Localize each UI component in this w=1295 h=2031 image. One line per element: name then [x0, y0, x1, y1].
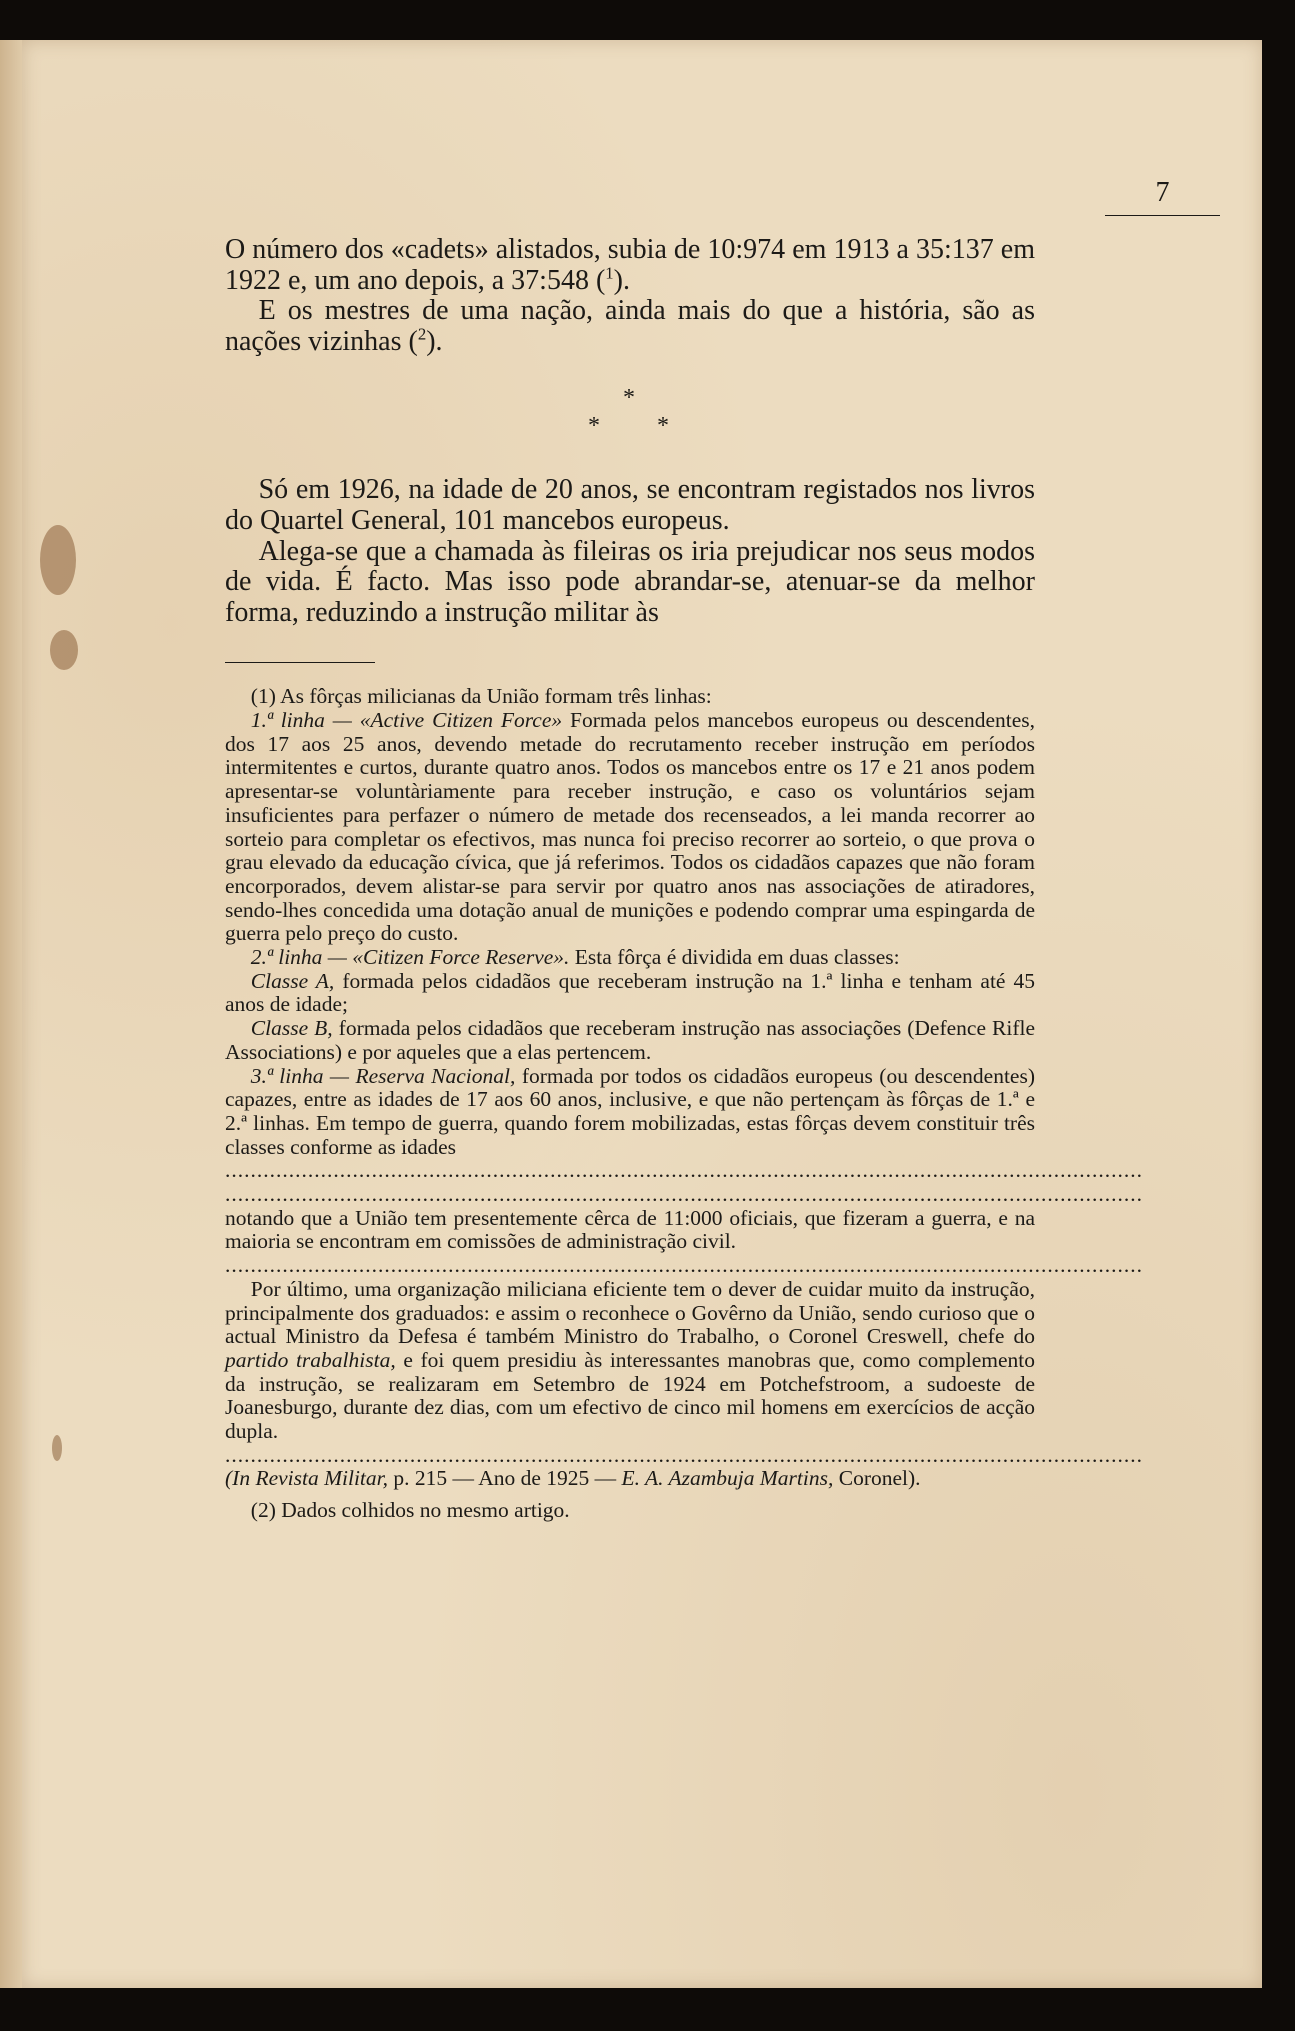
footnote-1-linha-3: 3.ª linha — Reserva Nacional, formada por todos os cidadãos europeus (ou descendentes) capazes, entre as idades de 17 aos 60 anos, inclusive, e que não pertençam às fôrças de 1.ª e 2.ª linhas. Em tempo de guerra, quando forem mobilizadas, estas fôrças devem constituir três classes conforme as idades [225, 1063, 1035, 1159]
page-number: 7 [1105, 177, 1220, 216]
footnote-1-linha-1: 1.ª linha — «Active Citizen Force» Formada pelos mancebos europeus ou descendentes, dos 17 aos 25 anos, devendo metade do recrutamento receber instrução em períodos intermitentes e curtos, durante quatro anos. Todos os mancebos entre os 17 e 21 anos podem apresentar-se voluntàriamente para receber instrução, e caso os voluntários sejam insuficientes para perfazer o número de metade dos recenseados, a lei manda recorrer ao sorteio para completar os efectivos, mas nunca foi preciso recorrer ao sorteio, o que prova o grau elevado da educação cívica, que já referimos. Todos os cidadãos capazes que não foram encorporados, devem alistar-se para servir por quatro anos nas associações de atiradores, sendo-lhes concedida uma dotação anual de munições e podendo comprar uma espingarda de guerra pelo preço do custo. [225, 708, 1035, 946]
footnote-2: (2) Dados colhidos no mesmo artigo. [250, 1498, 570, 1523]
ellipsis-row: ................................................................................................................................................ [225, 1182, 1143, 1207]
stain-mark [52, 1435, 62, 1461]
ellipsis-row: ................................................................................................................................................ [225, 1253, 1143, 1278]
separator-star: * [623, 385, 635, 412]
main-body [225, 185, 1035, 628]
footnote-ref-2: 2 [417, 324, 427, 344]
separator-star: * [657, 413, 669, 440]
footnote-marker: (2) [250, 1498, 276, 1523]
footnote-1-linha-2: 2.ª linha — «Citizen Force Reserve». Esta fôrça é dividida em duas classes: [250, 945, 900, 970]
paragraph-alega: Alega-se que a chamada às fileiras os iria prejudicar nos seus modos de vida. É facto. Mas isso pode abrandar-se, atenuar-se da melhor forma, reduzindo a instrução militar às [225, 535, 1035, 628]
footnote-1-classe-b: Classe B, formada pelos cidadãos que receberam instrução nas associações (Defence Rifle Associations) e por aqueles que a elas pertencem. [225, 1016, 1035, 1064]
footnote-marker: (1) [250, 684, 276, 709]
paragraph-mestres: E os mestres de uma nação, ainda mais do que a história, são as nações vizinhas ($^2$). [225, 295, 1035, 357]
footnote-ref-1: 1 [605, 263, 614, 283]
footnote-1-notando: notando que a União tem presentemente cêrca de 11:000 oficiais, que fizeram a guerra, e na maioria se encontram em comissões de administração civil. [225, 1205, 1035, 1254]
ellipsis-row: ................................................................................................................................................ [225, 1442, 1143, 1467]
stain-mark [50, 630, 78, 670]
separator-star: * [588, 413, 600, 440]
paragraph-cadets: O número dos «cadets» alistados, subia de 10:974 em 1913 a 35:137 em 1922 e, um ano depois, a 37:548 ($^1$). [225, 234, 1035, 296]
footnote-rule [225, 662, 375, 663]
stain-mark [40, 525, 76, 595]
footnote-1-classe-a: Classe A, formada pelos cidadãos que receberam instrução na 1.ª linha e tenham até 45 anos de idade; [225, 968, 1035, 1017]
page-text [225, 177, 1170, 1523]
footnote-1-intro: (1) As fôrças milicianas da União formam três linhas: [250, 684, 712, 709]
footnote-1-citation: (In Revista Militar, p. 215 — Ano de 1925 — E. A. Azambuja Martins, Coronel). [225, 1466, 921, 1491]
footnote-1-ultimo: Por último, uma organização miliciana eficiente tem o dever de cuidar muito da instrução, principalmente dos graduados: e assim o reconhece o Govêrno da União, sendo curioso que o actual Ministro da Defesa é também Ministro do Trabalho, o Coronel Creswell, chefe do partido trabalhista, e foi quem presidiu às interessantes manobras que, como complemento da instrução, se realizaram em Setembro de 1924 em Potchefstroom, a sudoeste de Joanesburgo, durante dez dias, com um efectivo de cinco mil homens em exercícios de acção dupla. [225, 1276, 1035, 1444]
footnotes [225, 684, 1143, 1523]
section-separator [225, 385, 1035, 457]
paragraph-registados: Só em 1926, na idade de 20 anos, se encontram registados nos livros do Quartel General, 101 mancebos europeus. [225, 474, 1035, 536]
ellipsis-row: ................................................................................................................................................ [225, 1158, 1143, 1183]
